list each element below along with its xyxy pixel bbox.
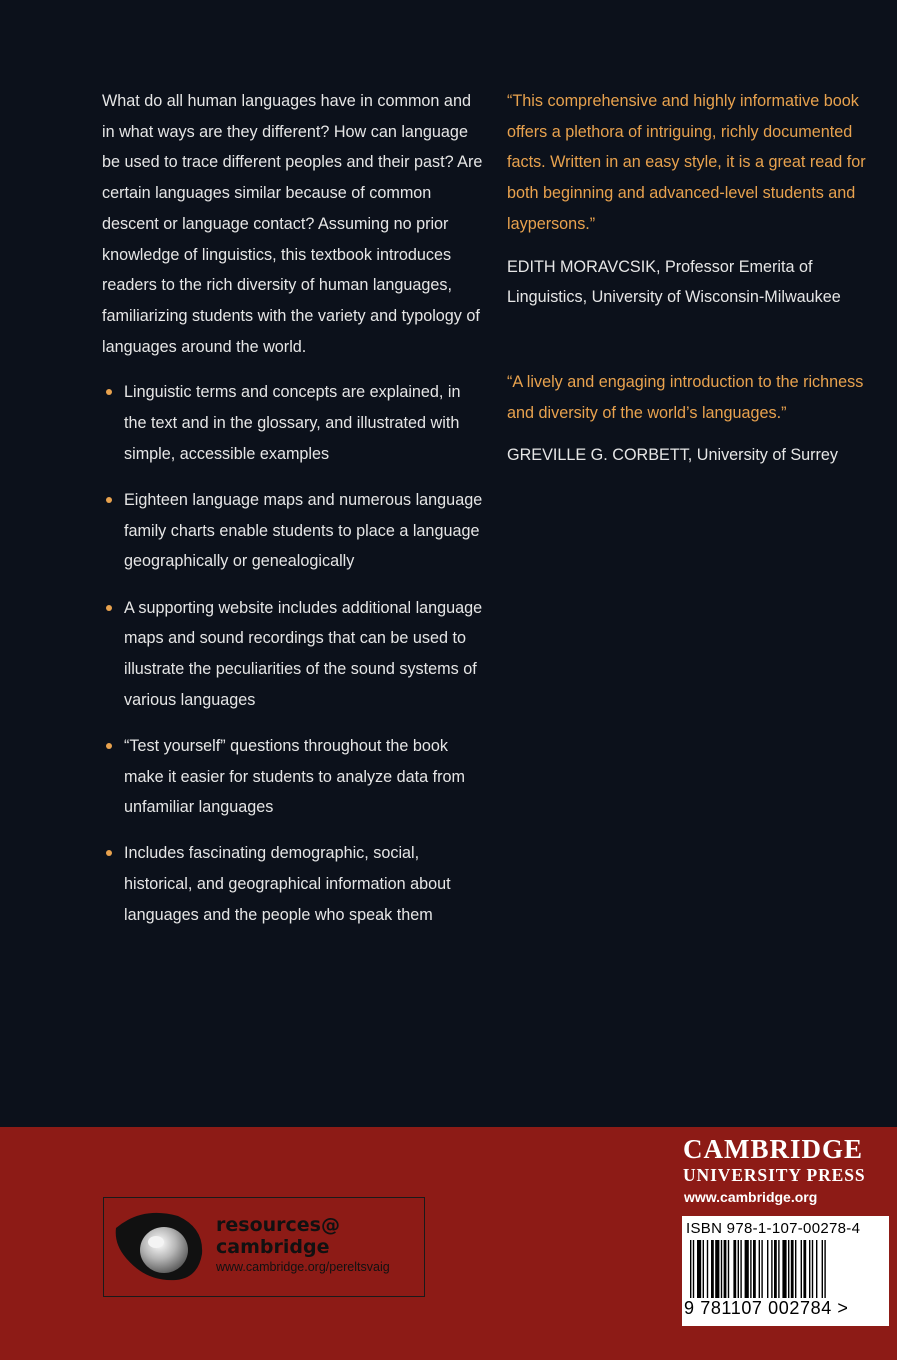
feature-item: A supporting website includes additional language maps and sound recordings that can be used to illustrate the peculiarities of the sound systems of various languages bbox=[102, 593, 487, 716]
endorsement-quote: “A lively and engaging introduction to the richness and diversity of the world’s languages.” bbox=[507, 372, 864, 422]
intro-paragraph: What do all human languages have in common and in what ways are they different? How can language be used to trace different peoples and their past? Are certain languages similar because of common descent or language contact? Assuming no prior knowledge of linguistics, this textbook introduces readers to the rich diversity of human languages, familiarizing students with the variety and typology of languages around the world. bbox=[102, 92, 483, 356]
resources-box bbox=[103, 1197, 425, 1297]
resources-url[interactable]: www.cambridge.org/pereltsvaig bbox=[216, 1260, 390, 1274]
bullet-icon bbox=[106, 389, 112, 395]
bullet-icon bbox=[106, 850, 112, 856]
bullet-icon bbox=[106, 605, 112, 611]
publisher-subname: UNIVERSITY PRESS bbox=[683, 1165, 866, 1185]
barcode-digits: 9 781107 002784 > bbox=[684, 1298, 849, 1318]
isbn-label: ISBN 978-1-107-00278-4 bbox=[686, 1220, 861, 1237]
bullet-icon bbox=[106, 743, 112, 749]
endorsement-attribution: EDITH MORAVCSIK, Professor Emerita of Linguistics, University of Wisconsin-Milwaukee bbox=[507, 257, 841, 307]
feature-item: Includes fascinating demographic, social, historical, and geographical information about languages and the people who speak them bbox=[102, 838, 487, 930]
isbn-barcode bbox=[682, 1216, 889, 1326]
publisher-url[interactable]: www.cambridge.org bbox=[684, 1189, 818, 1205]
endorsement-attribution: GREVILLE G. CORBETT, University of Surrey bbox=[507, 446, 839, 465]
endorsement-quote: “This comprehensive and highly informative book offers a plethora of intriguing, richly documented facts. Written in an easy style, it is a great read for both beginning and advanced-level students and laypersons.” bbox=[507, 92, 866, 233]
description-column bbox=[102, 86, 487, 946]
resources-title: resources@ bbox=[216, 1214, 340, 1236]
feature-item: Eighteen language maps and numerous language family charts enable students to place a language geographically or genealogically bbox=[102, 485, 487, 577]
bullet-icon bbox=[106, 497, 112, 503]
feature-item: “Test yourself” questions throughout the book make it easier for students to analyze data from unfamiliar languages bbox=[102, 731, 487, 823]
publisher-name: CAMBRIDGE bbox=[683, 1134, 864, 1164]
feature-item: Linguistic terms and concepts are explained, in the text and in the glossary, and illustrated with simple, accessible examples bbox=[102, 377, 487, 469]
resources-subtitle: cambridge bbox=[216, 1236, 330, 1258]
endorsements-column bbox=[507, 86, 872, 471]
feature-list bbox=[102, 377, 487, 930]
eye-logo-icon bbox=[112, 1208, 208, 1282]
